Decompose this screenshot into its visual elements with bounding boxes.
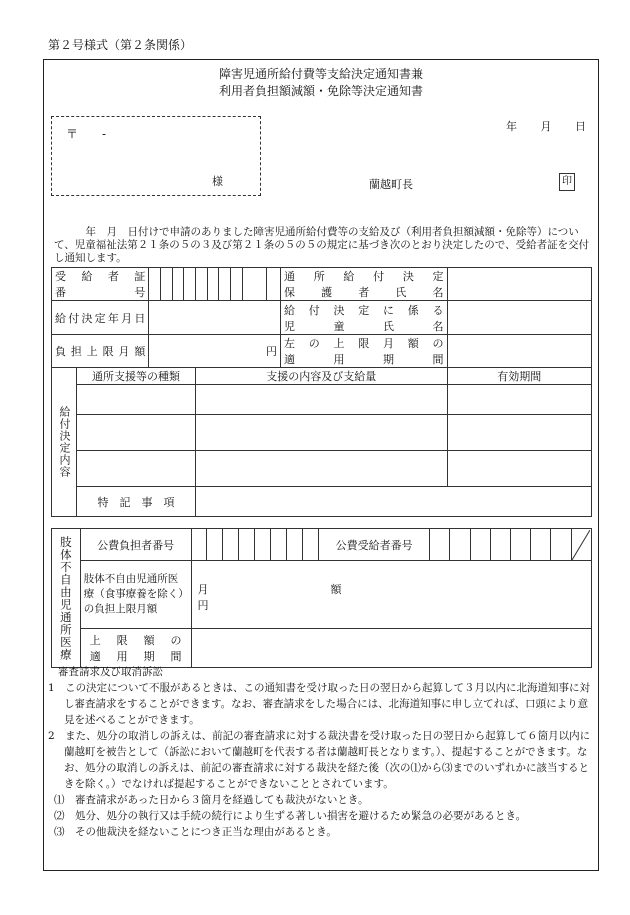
table-row: 給付決定年月日 給付決定に係る 児 童 氏 名 — [52, 301, 592, 335]
diagonal-cell — [571, 529, 591, 561]
form-title-line2: 利用者負担額減額・免除等決定通知書 — [218, 84, 423, 98]
form-title-line1: 障害児通所給付費等支給決定通知書兼 — [218, 67, 423, 81]
table-row — [52, 451, 592, 487]
table-row: 上 限 額 の 適 用 期 間 — [52, 629, 592, 668]
appeal-item-2: 2 また、処分の取消しの訴えは、前記の審査請求に対する裁決書を受け取った日の翌日から起算して６箇月以内に蘭越町を被告として（訴訟において蘭越町を代表する者は蘭越町長となります。）、提起することができます。なお、処分の取消しの訴えは、前記の審査請求に対する裁決を経た後（次の⑴から⑶までのいずれかに該当するときを除く。）でなければ提起することができないこととされています。 — [48, 730, 591, 790]
decision-date-value — [149, 301, 281, 335]
payer-number-label: 公費負担者番号 — [80, 529, 191, 561]
digit-cell — [196, 268, 208, 301]
appeal-sub-2: ⑵ 処分、処分の執行又は手続の続行により生ずる著しい損害を避けるため緊急の必要があるとき。 — [54, 810, 527, 822]
table-row: 負担上限月額 円 左の上限月額の 適 用 期 間 — [52, 335, 592, 368]
table-row — [52, 385, 592, 415]
form-number-label: 第２号様式（第２条関係） — [48, 38, 193, 52]
honorific: 様 — [212, 175, 223, 188]
col-header-valid-period: 有効期間 — [447, 368, 591, 385]
table-row — [52, 415, 592, 451]
guardian-name-value — [447, 268, 591, 301]
burden-limit-label: 負担上限月額 — [52, 335, 149, 368]
medical-period-label: 上 限 額 の — [89, 634, 182, 647]
table-row — [52, 368, 592, 385]
digit-cell — [161, 268, 173, 301]
appeal-item-1: 1 この決定について不服があるときは、この通知書を受け取った日の翌日から起算して３月以内に北海道知事に対し審査請求をすることができます。なお、審査請求をした場合には、北海道知事に申し立てれば、口頭により意見を述べることができます。 — [48, 682, 590, 726]
appeal-sub-1: ⑴ 審査請求があった日から３箇月を経過しても裁決がないとき。 — [54, 794, 369, 806]
appeal-section — [48, 664, 596, 840]
digit-cell — [172, 268, 184, 301]
digit-cell — [219, 268, 231, 301]
digit-cell — [242, 268, 267, 301]
address-block — [51, 116, 261, 196]
digit-cell — [184, 268, 196, 301]
special-notes-label: 特 記 事 項 — [76, 487, 195, 517]
diagonal-line — [572, 530, 590, 560]
recipient-public-number-label: 公費受給者番号 — [319, 529, 430, 561]
issue-date: 年 月 日 — [506, 120, 586, 133]
child-name-label: 給付決定に係る — [284, 303, 444, 317]
seal-stamp: 印 — [559, 173, 575, 191]
col-header-service-type: 通所支援等の種類 — [76, 368, 195, 385]
digit-cell — [207, 268, 219, 301]
decision-content-label: 給付決定内容 — [52, 368, 77, 517]
digit-cell — [149, 268, 161, 301]
medical-expense-table — [51, 528, 592, 668]
appeal-sub-3: ⑶ その他裁決を経ないことにつき正当な理由があるとき。 — [54, 826, 337, 838]
table-row — [52, 529, 592, 561]
postal-code: 〒 - — [66, 127, 107, 141]
digit-cell — [231, 268, 243, 301]
medical-period-value — [191, 629, 591, 668]
issuer-name: 蘭越町長 — [369, 178, 413, 191]
period-label: 左の上限月額の — [284, 337, 444, 350]
recipient-number-label: 受 給 者 証 — [55, 270, 146, 283]
digit-cell — [267, 268, 281, 301]
table-row — [52, 487, 592, 517]
appeal-heading: 審査請求及び取消訴訟 — [58, 666, 163, 678]
medical-burden-label: 肢体不自由児通所医療（食事療養を除く）の負担上限月額 — [80, 561, 191, 629]
intro-text: 年 月 日付けで申請のありました障害児通所給付費等の支給及び（利用者負担額減額・免除等）について、児童福祉法第２１条の５の３及び第２１条の５の５の規定に基づき次のとおり決定したので、受給者証を交付し通知します。 — [54, 226, 590, 264]
benefit-decision-table — [51, 267, 592, 517]
medical-burden-value: 月 円 額 — [191, 561, 591, 629]
col-header-support-content: 支援の内容及び支給量 — [196, 368, 448, 385]
table-row: 受 給 者 証 番 号 通所給付決定 保 護 者 氏 名 — [52, 268, 592, 301]
medical-side-label: 肢体不自由児通所医療 — [52, 529, 81, 668]
burden-limit-value: 円 — [149, 335, 281, 368]
special-notes-value — [196, 487, 592, 517]
guardian-name-label: 通所給付決定 — [284, 270, 444, 283]
decision-date-label: 給付決定年月日 — [52, 301, 149, 335]
period-value — [447, 335, 591, 368]
child-name-value — [447, 301, 591, 335]
table-row — [52, 561, 592, 629]
